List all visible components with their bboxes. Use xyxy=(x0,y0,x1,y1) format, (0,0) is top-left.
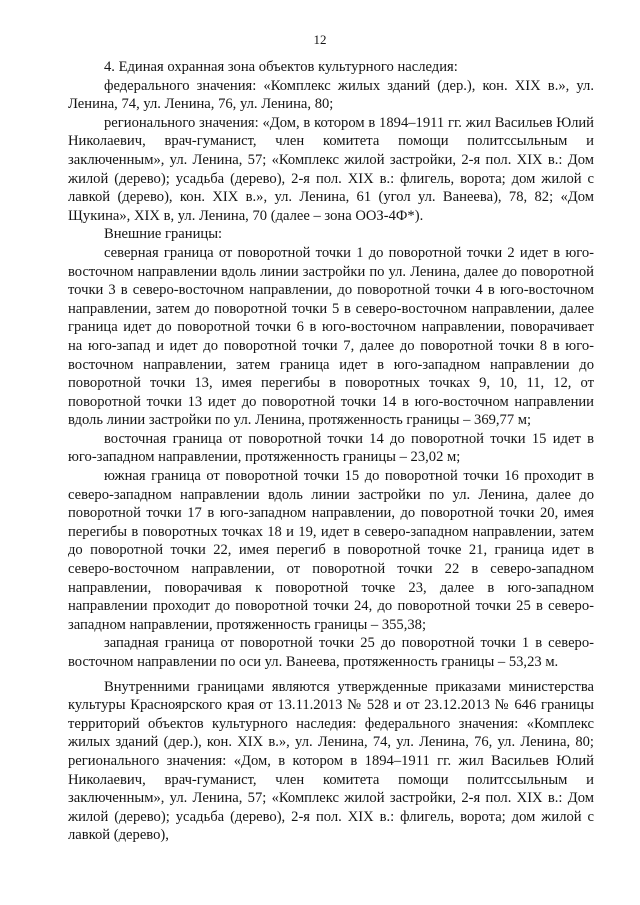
regional-significance-paragraph: регионального значения: «Дом, в котором в 1894–1911 гг. жил Васильев Юлий Николаевич, врач-гуманист, член комитета помощи политссыльным и заключенным», ул. Ленина, 57; «Комплекс жилой застройки, 2-я пол. XIX в.: Дом жилой (дерево); усадьба (дерево), 2-я пол. XIX в.: флигель, ворота; дом жилой с лавкой (дерево), кон. XIX в.», ул. Ленина, 61 (угол ул. Ванеева), 78, 82; «Дом Щукина», XIX в, ул. Ленина, 70 (далее – зона ООЗ-4Ф*). xyxy=(68,114,594,224)
southern-border-paragraph: южная граница от поворотной точки 15 до поворотной точки 16 проходит в северо-западном направлении вдоль линии застройки по ул. Ленина, далее до поворотной точки 17 в юго-западном направлении, до поворотной точки 20, имея перегибы в поворотных точках 18 и 19, идет в северо-западном направлении, затем до поворотной точки 22, имея перегиб в поворотной точке 21, граница идет в северо-восточном направлении, от поворотной точки 22 в северо-западном направлении, поворачивая к поворотной точке 23, далее в юго-западном направлении проходит до поворотной точки 24, до поворотной точки 25 в северо-западном направлении, протяженность границы – 355,38; xyxy=(68,468,594,633)
western-border-paragraph: западная граница от поворотной точки 25 до поворотной точки 1 в северо-восточном направлении по оси ул. Ванеева, протяженность границы – 53,23 м. xyxy=(68,635,594,670)
internal-borders-paragraph: Внутренними границами являются утвержденные приказами министерства культуры Красноярского края от 13.11.2013 № 528 и от 23.12.2013 № 646 границы территорий объектов культурного наследия: федерального значения: «Комплекс жилых зданий (дер.), кон. XIX в.», ул. Ленина, 74, ул. Ленина, 76, ул. Ленина, 80; регионального значения: «Дом, в котором в 1894–1911 гг. жил Васильев Юлий Николаевич, врач-гуманист, член комитета помощи политссыльным и заключенным», ул. Ленина, 57; «Комплекс жилой застройки, 2-я пол. XIX в.: Дом жилой (дерево); усадьба (дерево), 2-я пол. XIX в.: флигель, ворота; дом жилой с лавкой (дерево), xyxy=(68,678,594,844)
external-borders-heading: Внешние границы: xyxy=(104,226,223,243)
eastern-border-paragraph: восточная граница от поворотной точки 14 до поворотной точки 15 идет в юго-западном направлении, протяженность границы – 23,02 м; xyxy=(68,430,594,466)
document-body xyxy=(68,58,594,845)
northern-border-paragraph: северная граница от поворотной точки 1 до поворотной точки 2 идет в юго-восточном направлении вдоль линии застройки по ул. Ленина, далее до поворотной точки 3 в северо-восточном направлении, до поворотной точки 4 в юго-восточном направлении, затем до поворотной точки 5 в северо-восточном направлении, далее граница идет до поворотной точки 6 в юго-восточном направлении, поворачивает на юго-запад и идет до поворотной точки 7, далее до поворотной точки 8 в юго-восточном направлении, затем граница идет в юго-западном направлении до поворотной точки 13, имея перегибы в поворотных точках 9, 10, 11, 12, от поворотной точки 13 идет до поворотной точки 14 в юго-восточном направлении вдоль линии застройки по ул. Ленина, протяженность границы – 369,77 м; xyxy=(68,244,594,429)
page-number: 12 xyxy=(313,32,327,47)
section-heading: 4. Единая охранная зона объектов культурного наследия: xyxy=(104,59,458,75)
federal-significance-paragraph: федерального значения: «Комплекс жилых зданий (дер.), кон. XIX в.», ул. Ленина, 74, ул. Ленина, 76, ул. Ленина, 80; xyxy=(68,77,594,113)
